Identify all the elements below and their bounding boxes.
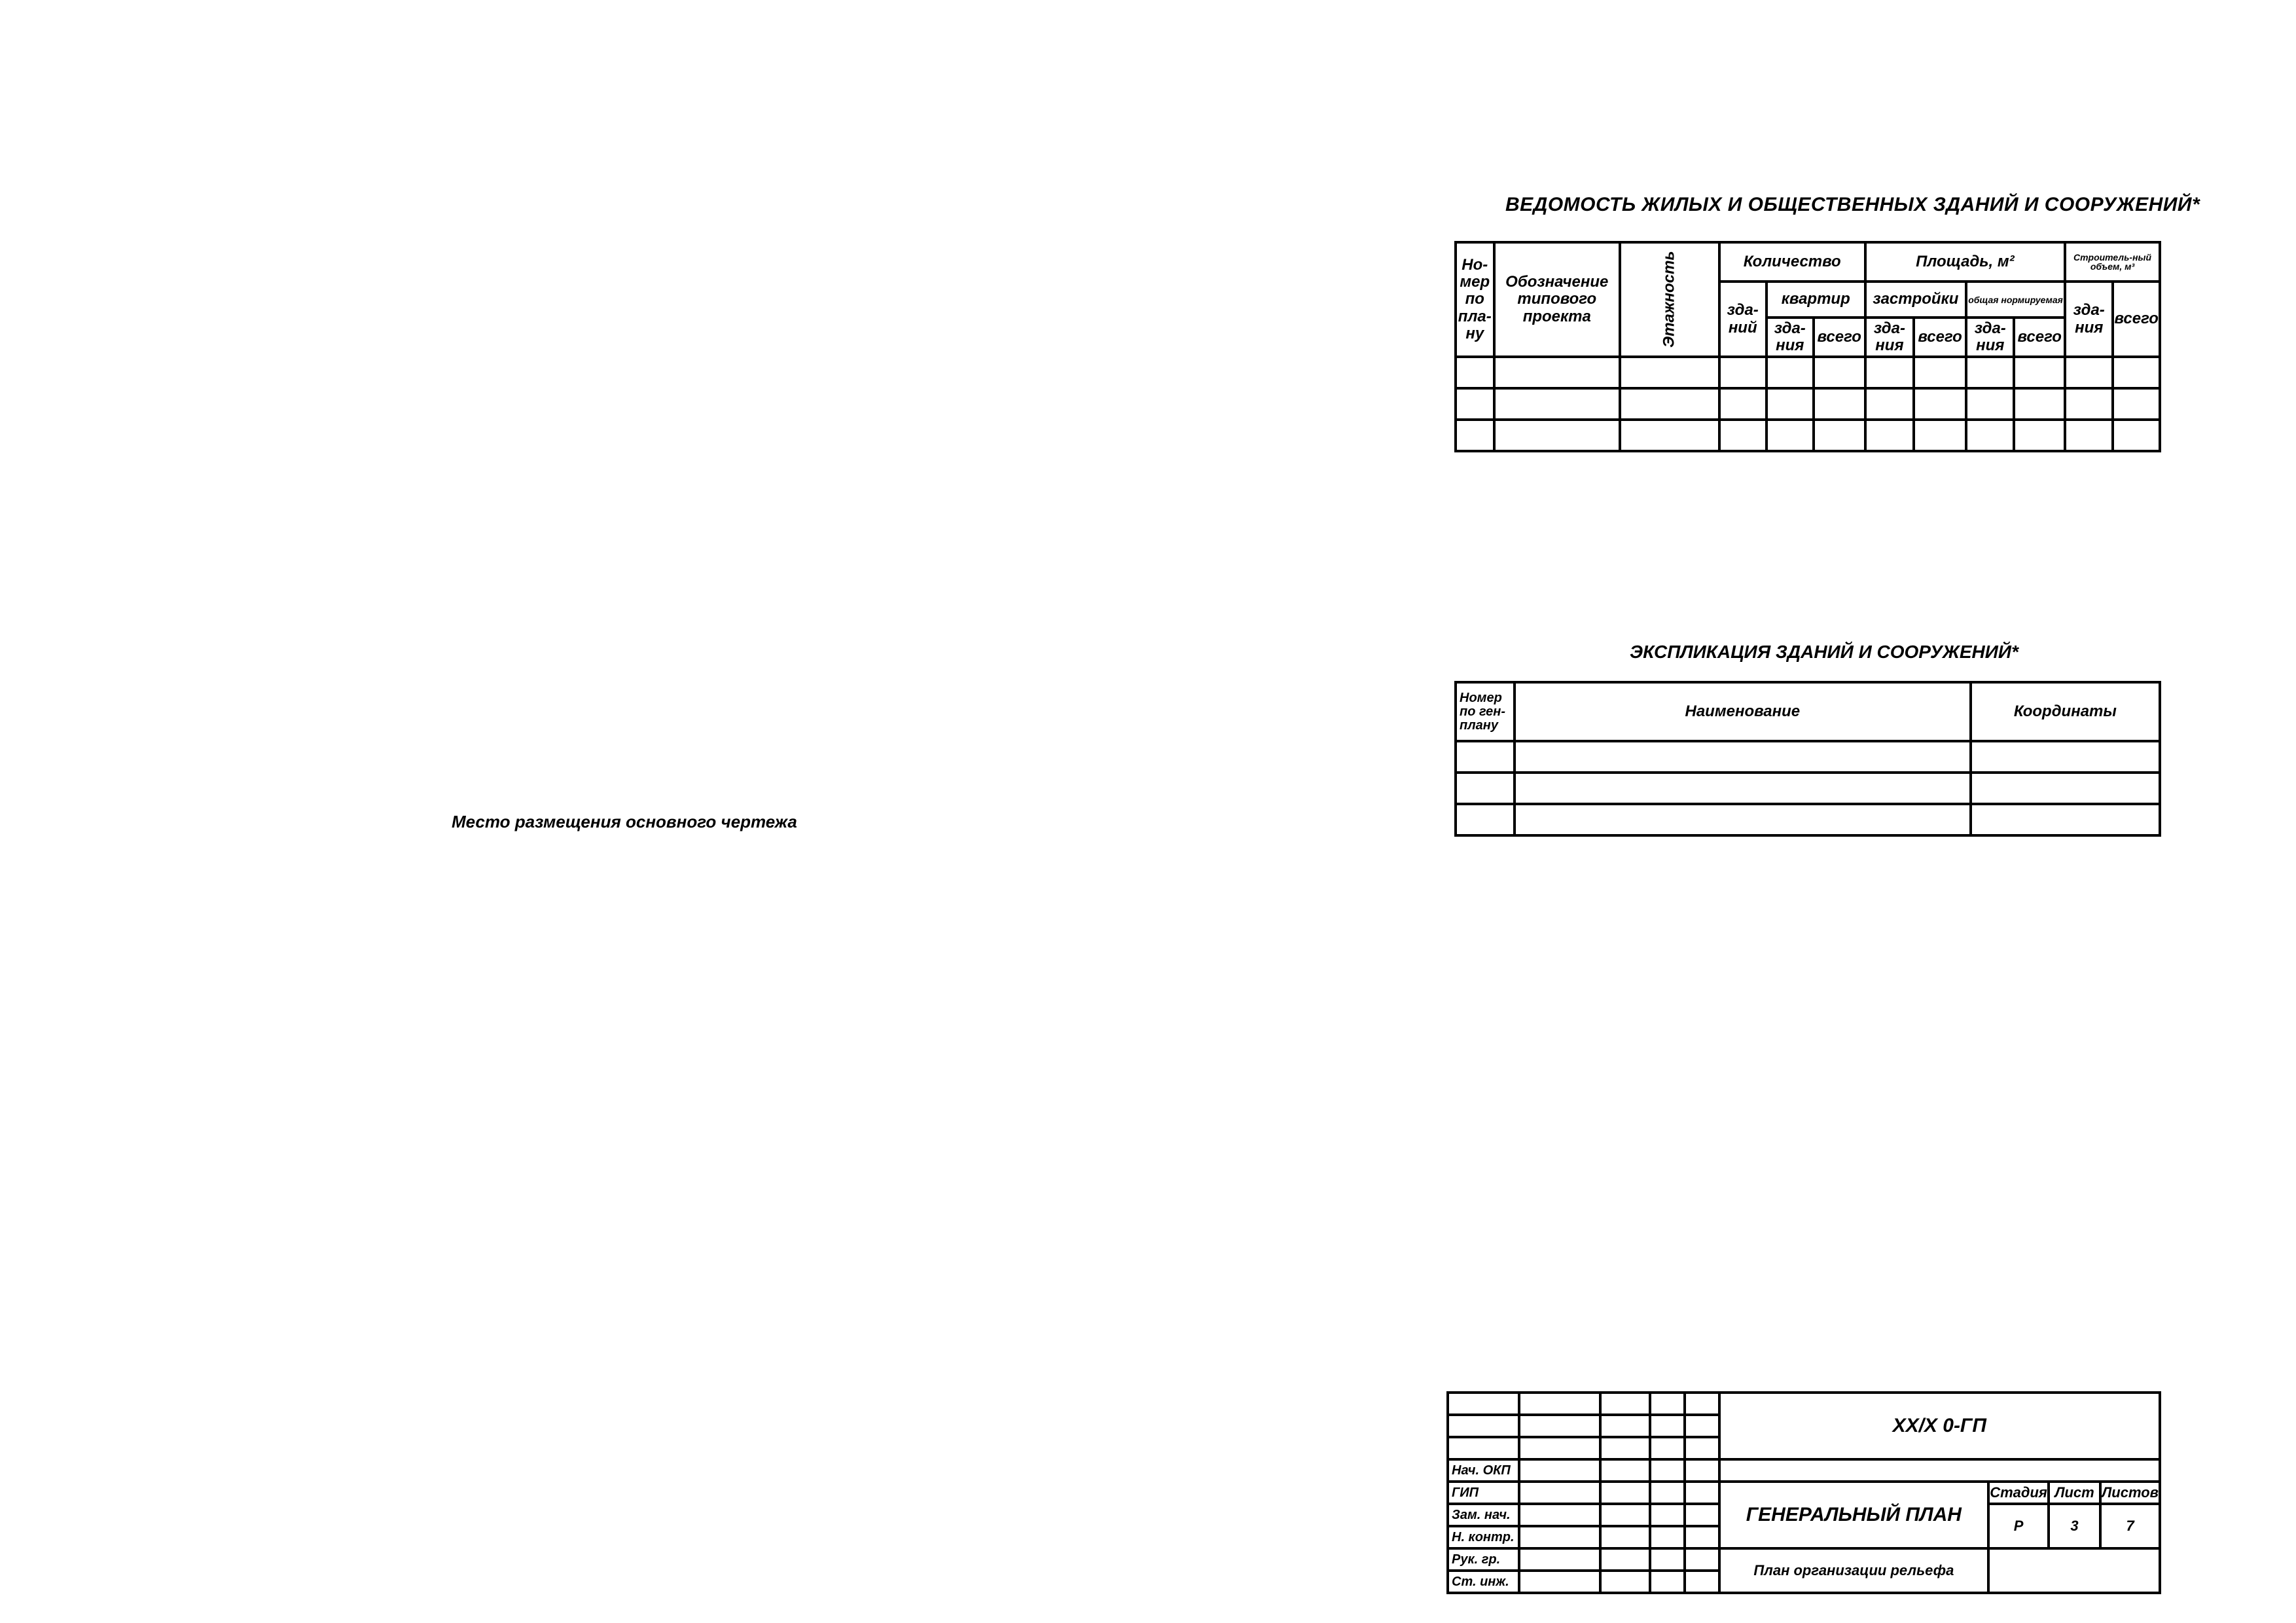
table-row bbox=[1456, 420, 2160, 451]
vol-total: всего bbox=[2113, 282, 2160, 357]
apt-building: зда-ния bbox=[1767, 318, 1814, 357]
role-senior-engineer: Ст. инж. bbox=[1448, 1571, 1519, 1593]
buildings-schedule-table bbox=[1454, 241, 2161, 452]
grp-volume: Строитель-ный объем, м³ bbox=[2065, 242, 2160, 282]
col-designation: Обозначение типового проекта bbox=[1494, 242, 1620, 357]
sheets-value: 7 bbox=[2100, 1504, 2160, 1548]
sub-apartments: квартир bbox=[1767, 282, 1865, 318]
main-drawing-placeholder: Место размещения основного чертежа bbox=[452, 812, 797, 831]
grp-area: Площадь, м² bbox=[1865, 242, 2065, 282]
sheet-label: Лист bbox=[2049, 1482, 2100, 1504]
col-number: Но-мер по пла-ну bbox=[1456, 242, 1494, 357]
table-row bbox=[1456, 804, 2160, 835]
table-row bbox=[1456, 388, 2160, 420]
apt-total: всего bbox=[1814, 318, 1865, 357]
area-building: зда-ния bbox=[1865, 318, 1914, 357]
explication-table bbox=[1454, 681, 2161, 837]
document-code: XX/X 0-ГП bbox=[1719, 1393, 2161, 1459]
norm-building: зда-ния bbox=[1966, 318, 2014, 357]
role-gip: ГИП bbox=[1448, 1482, 1519, 1504]
col-coords: Координаты bbox=[1971, 682, 2160, 741]
role-deputy-head: Зам. нач. bbox=[1448, 1504, 1519, 1526]
buildings-schedule-title: ВЕДОМОСТЬ ЖИЛЫХ И ОБЩЕСТВЕННЫХ ЗДАНИЙ И СООРУЖЕНИЙ* bbox=[1505, 194, 2200, 215]
title-block bbox=[1446, 1391, 2161, 1594]
explication-title: ЭКСПЛИКАЦИЯ ЗДАНИЙ И СООРУЖЕНИЙ* bbox=[1630, 642, 2018, 662]
role-norm-control: Н. контр. bbox=[1448, 1526, 1519, 1548]
sub-total-norm: общая нормируемая bbox=[1966, 282, 2065, 318]
role-group-lead: Рук. гр. bbox=[1448, 1548, 1519, 1571]
col-number: Номер по ген-плану bbox=[1456, 682, 1515, 741]
table-row bbox=[1456, 773, 2160, 804]
table-row bbox=[1456, 741, 2160, 773]
table-row bbox=[1456, 357, 2160, 388]
col-floors: Этажность bbox=[1620, 242, 1719, 357]
stage-value: Р bbox=[1988, 1504, 2049, 1548]
sheet-title: ГЕНЕРАЛЬНЫЙ ПЛАН bbox=[1719, 1482, 1989, 1548]
col-name: Наименование bbox=[1515, 682, 1971, 741]
role-head-okp: Нач. ОКП bbox=[1448, 1459, 1519, 1482]
sheets-label: Листов bbox=[2100, 1482, 2160, 1504]
vol-building: зда-ния bbox=[2065, 282, 2113, 357]
sheet-subtitle: План организации рельефа bbox=[1719, 1548, 1989, 1593]
grp-quantity: Количество bbox=[1719, 242, 1865, 282]
norm-total: всего bbox=[2014, 318, 2065, 357]
stage-label: Стадия bbox=[1988, 1482, 2049, 1504]
sheet-value: 3 bbox=[2049, 1504, 2100, 1548]
area-total: всего bbox=[1914, 318, 1966, 357]
sub-buildings: зда-ний bbox=[1719, 282, 1767, 357]
sub-built-area: застройки bbox=[1865, 282, 1966, 318]
